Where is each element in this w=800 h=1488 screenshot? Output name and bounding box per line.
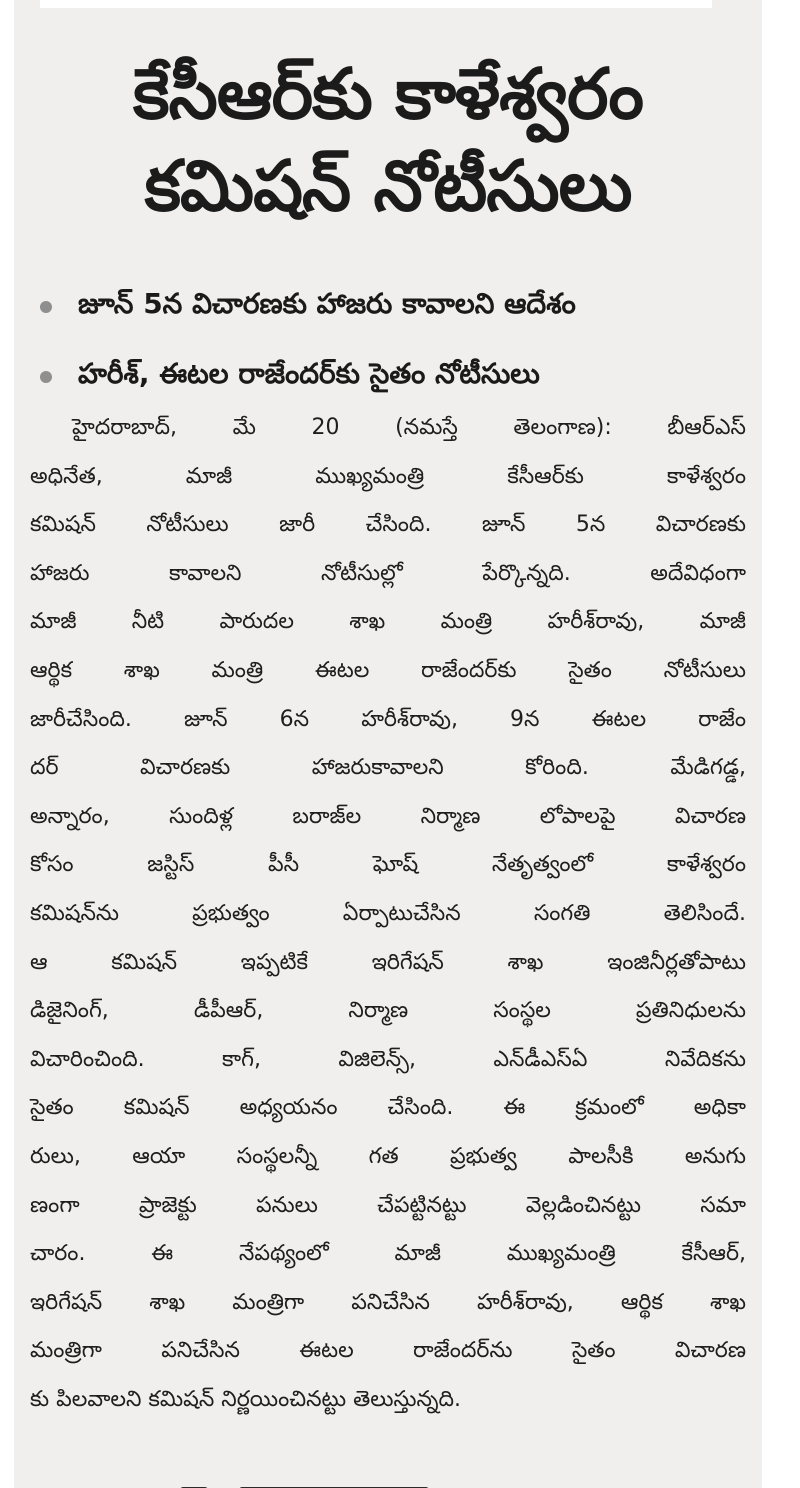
- article-body: [30, 404, 746, 1424]
- body-line: డిజైనింగ్‌, డీపీఆర్‌, నిర్మాణ సంస్థల ప్రతినిధులను: [30, 998, 746, 1024]
- body-line: అన్నారం, సుందిళ్ల బరాజ్‌ల నిర్మాణ లోపాలపై విచారణ: [30, 803, 746, 829]
- body-line: హాజరు కావాలని నోటీసుల్లో పేర్కొన్నది. అదేవిధంగా: [30, 560, 746, 586]
- body-line: మాజీ నీటి పారుదల శాఖ మంత్రి హరీశ్‌రావు, మాజీ: [30, 609, 746, 635]
- headline: [14, 48, 762, 232]
- bullet-dot-icon: [40, 371, 52, 383]
- highlight-text: హరీశ్‌, ఈటల రాజేందర్‌కు సైతం నోటీసులు: [78, 357, 540, 390]
- body-line: ఆర్థిక శాఖ మంత్రి ఈటల రాజేందర్‌కు సైతం నోటీసులు: [30, 657, 746, 683]
- highlights-list: [40, 272, 740, 412]
- bullet-dot-icon: [40, 301, 52, 313]
- body-line: కు పిలవాలని కమిషన్‌ నిర్ణయించినట్టు తెలుస్తున్నది.: [30, 1386, 462, 1412]
- body-line: ఆ కమిషన్‌ ఇప్పటికే ఇరిగేషన్‌ శాఖ ఇంజినీర్లతోపాటు: [30, 949, 746, 975]
- next-article-cut-off: [160, 1478, 520, 1488]
- body-line: అధినేత, మాజీ ముఖ్యమంత్రి కేసీఆర్‌కు కాళేశ్వరం: [30, 463, 746, 489]
- headline-line-1: కేసీఆర్‌కు కాళేశ్వరం: [133, 53, 643, 135]
- body-line: కోసం జస్టిస్‌ పీసీ ఘోష్‌ నేతృత్వంలో కాళేశ్వరం: [30, 852, 746, 878]
- body-line: సైతం కమిషన్‌ అధ్యయనం చేసింది. ఈ క్రమంలో అధికా: [30, 1095, 746, 1121]
- body-line: ణంగా ప్రాజెక్టు పనులు చేపట్టినట్టు వెల్లడించినట్టు సమా: [30, 1192, 746, 1218]
- headline-line-2: కమిషన్‌ నోటీసులు: [144, 145, 632, 227]
- highlight-item: [40, 272, 740, 342]
- body-line: జారీచేసింది. జూన్‌ 6న హరీశ్‌రావు, 9న ఈటల రాజేం: [30, 706, 746, 732]
- body-line: మంత్రిగా పనిచేసిన ఈటల రాజేందర్‌ను సైతం విచారణ: [30, 1338, 746, 1364]
- body-line: విచారించింది. కాగ్‌, విజిలెన్స్‌, ఎన్‌డీఎస్‌ఏ నివేదికను: [30, 1046, 746, 1072]
- body-line: కమిషన్‌ను ప్రభుత్వం ఏర్పాటుచేసిన సంగతి తెలిసిందే.: [30, 900, 746, 926]
- body-line: రులు, ఆయా సంస్థలన్నీ గత ప్రభుత్వ పాలసీకి అనుగు: [30, 1143, 746, 1169]
- highlight-item: [40, 342, 740, 412]
- body-line: హైదరాబాద్‌, మే 20 (నమస్తే తెలంగాణ): బీఆర్‌ఎస్‌: [72, 415, 746, 440]
- top-border-strip: [40, 0, 712, 8]
- body-line: ఇరిగేషన్‌ శాఖ మంత్రిగా పనిచేసిన హరీశ్‌రావు, ఆర్థిక శాఖ: [30, 1289, 746, 1315]
- body-line: చారం. ఈ నేపథ్యంలో మాజీ ముఖ్యమంత్రి కేసీఆర్‌,: [30, 1241, 746, 1267]
- body-line: దర్‌ విచారణకు హాజరుకావాలని కోరింది. మేడిగడ్డ,: [30, 755, 746, 781]
- highlight-text: జూన్‌ 5న విచారణకు హాజరు కావాలని ఆదేశం: [78, 287, 576, 320]
- body-line: కమిషన్‌ నోటీసులు జారీ చేసింది. జూన్‌ 5న విచారణకు: [30, 512, 746, 538]
